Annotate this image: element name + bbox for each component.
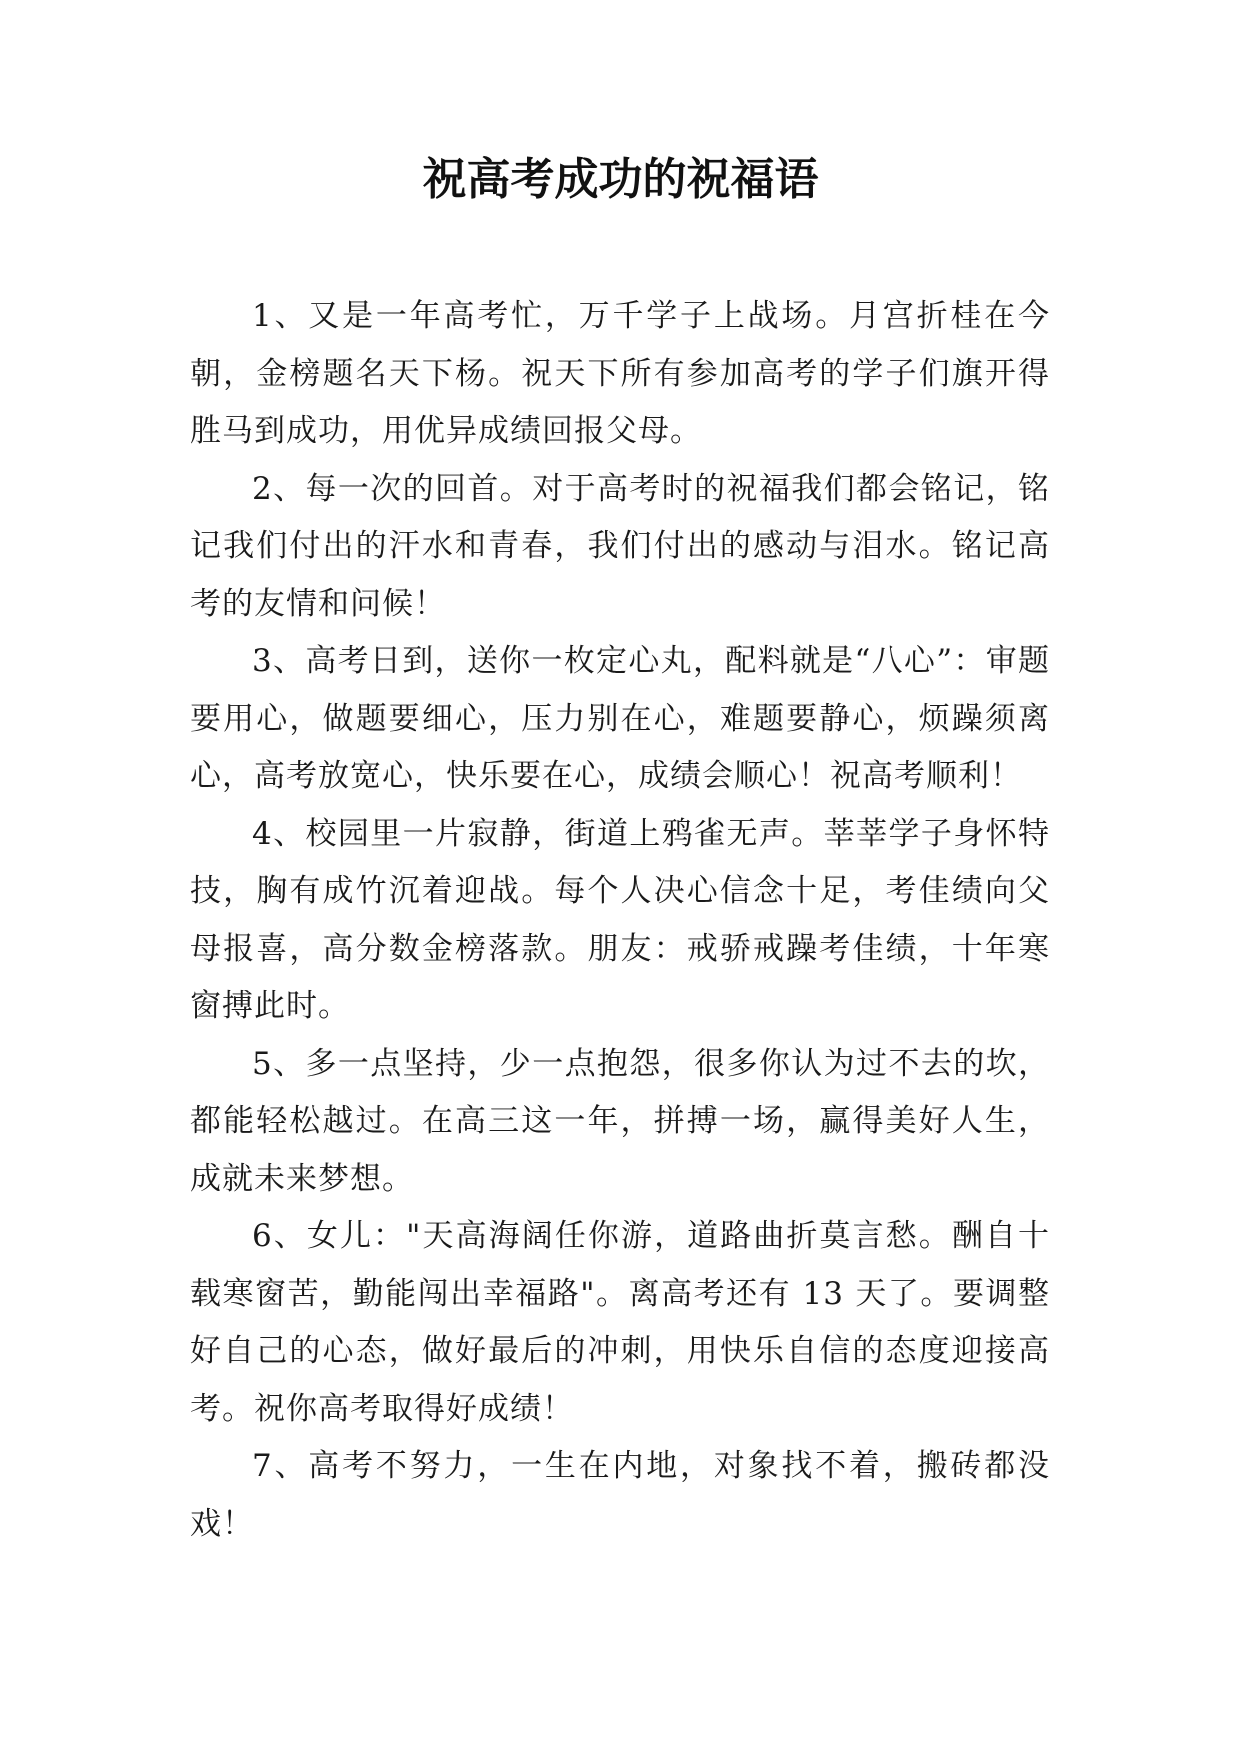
paragraph-3: 3、高考日到，送你一枚定心丸，配料就是“八心”：审题要用心，做题要细心，压力别在心，难题要静心，烦躁须离心，高考放宽心，快乐要在心，成绩会顺心！祝高考顺利！ [190,643,1050,794]
paragraph-6: 6、女儿："天高海阔任你游，道路曲折莫言愁。酬自十载寒窗苦，勤能闯出幸福路"。离高考还有 13 天了。要调整好自己的心态，做好最后的冲刺，用快乐自信的态度迎接高考。祝你高考取得好成绩！ [190,1218,1050,1427]
paragraph-4: 4、校园里一片寂静，街道上鸦雀无声。莘莘学子身怀特技，胸有成竹沉着迎战。每个人决心信念十足，考佳绩向父母报喜，高分数金榜落款。朋友：戒骄戒躁考佳绩，十年寒窗搏此时。 [190,815,1050,1024]
document-title: 祝高考成功的祝福语 [422,154,819,205]
paragraph-7: 7、高考不努力，一生在内地，对象找不着，搬砖都没戏！ [190,1448,1050,1542]
document-body [190,288,1050,1553]
paragraph-1: 1、又是一年高考忙，万千学子上战场。月宫折桂在今朝，金榜题名天下杨。祝天下所有参加高考的学子们旗开得胜马到成功，用优异成绩回报父母。 [190,298,1050,449]
paragraph-5: 5、多一点坚持，少一点抱怨，很多你认为过不去的坎，都能轻松越过。在高三这一年，拼搏一场，赢得美好人生，成就未来梦想。 [190,1045,1050,1197]
paragraph-2: 2、每一次的回首。对于高考时的祝福我们都会铭记，铭记我们付出的汗水和青春，我们付出的感动与泪水。铭记高考的友情和问候！ [190,470,1050,622]
